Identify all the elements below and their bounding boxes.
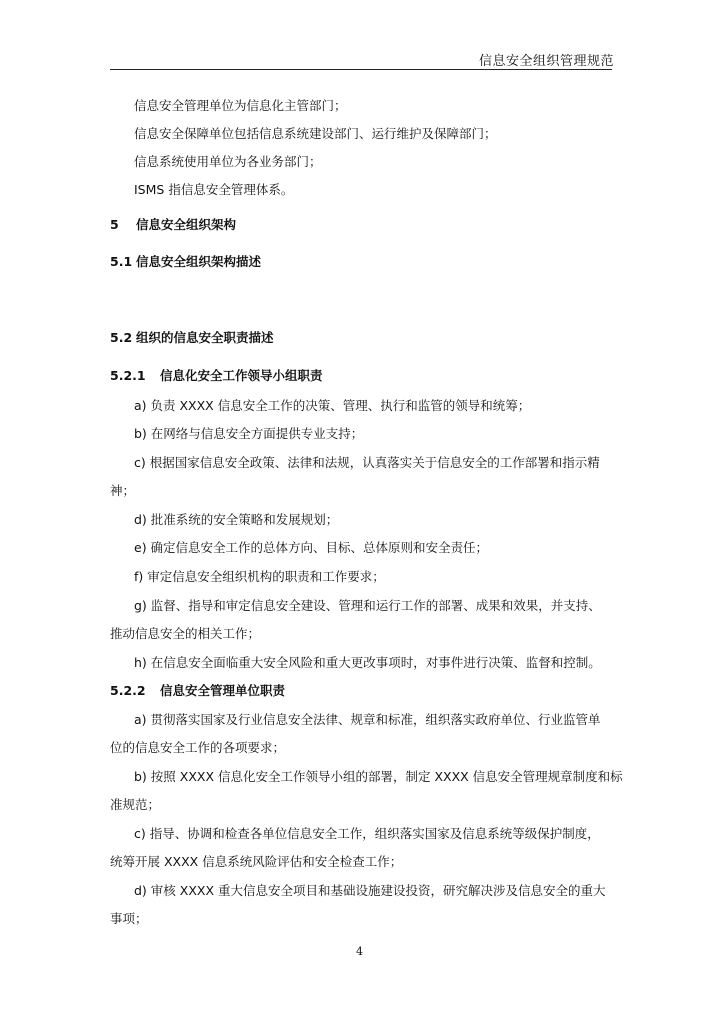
section-title: 信息安全组织架构 xyxy=(136,217,237,232)
section-title: 组织的信息安全职责描述 xyxy=(136,330,274,345)
section-heading-5 xyxy=(110,217,236,233)
section-number: 5.2.2 xyxy=(110,683,146,698)
section-number: 5.2.1 xyxy=(110,368,146,383)
list-item-continuation: 准规范； xyxy=(110,797,161,812)
list-item: d) 审核 XXXX 重大信息安全项目和基础设施建设投资，研究解决涉及信息安全的重大 xyxy=(134,883,606,898)
list-item: c) 指导、协调和检查各单位信息安全工作，组织落实国家及信息系统等级保护制度， xyxy=(134,826,600,841)
list-item-continuation: 事项； xyxy=(110,911,148,926)
section-number: 5.2 xyxy=(110,330,133,345)
list-item: f) 审定信息安全组织机构的职责和工作要求； xyxy=(134,569,385,584)
page-number: 4 xyxy=(356,945,363,958)
list-item: a) 贯彻落实国家及行业信息安全法律、规章和标准，组织落实政府单位、行业监管单 xyxy=(134,712,601,727)
list-item: e) 确定信息安全工作的总体方向、目标、总体原则和安全责任； xyxy=(134,540,489,555)
list-item: a) 负责 XXXX 信息安全工作的决策、管理、执行和监管的领导和统筹； xyxy=(134,398,531,413)
list-item: d) 批准系统的安全策略和发展规划； xyxy=(134,512,339,527)
list-item-continuation: 推动信息安全的相关工作； xyxy=(110,626,261,641)
section-number: 5 xyxy=(110,217,119,232)
header-rule xyxy=(110,69,612,70)
section-heading-5-1 xyxy=(110,254,261,270)
list-item-continuation: 位的信息安全工作的各项要求； xyxy=(110,740,286,755)
section-number: 5.1 xyxy=(110,254,133,269)
definition-line: 信息安全保障单位包括信息系统建设部门、运行维护及保障部门； xyxy=(134,126,497,141)
list-item: c) 根据国家信息安全政策、法律和法规，认真落实关于信息安全的工作部署和指示精 xyxy=(134,455,600,470)
definition-line: 信息系统使用单位为各业务部门； xyxy=(134,154,322,169)
definition-line: ISMS 指信息安全管理体系。 xyxy=(134,182,294,197)
section-heading-5-2-2 xyxy=(110,683,285,699)
section-heading-5-2 xyxy=(110,330,274,346)
list-item-continuation: 神； xyxy=(110,483,136,498)
list-item: h) 在信息安全面临重大安全风险和重大更改事项时，对事件进行决策、监督和控制。 xyxy=(134,655,601,670)
header-title: 信息安全组织管理规范 xyxy=(478,54,614,69)
list-item: g) 监督、指导和审定信息安全建设、管理和运行工作的部署、成果和效果，并支持、 xyxy=(134,598,601,613)
list-item: b) 按照 XXXX 信息化安全工作领导小组的部署，制定 XXXX 信息安全管理规章制度和标 xyxy=(134,769,623,784)
definition-line: 信息安全管理单位为信息化主管部门； xyxy=(134,98,347,113)
list-item-continuation: 统筹开展 XXXX 信息系统风险评估和安全检查工作； xyxy=(110,854,403,869)
section-title: 信息安全组织架构描述 xyxy=(136,254,262,269)
section-title: 信息化安全工作领导小组职责 xyxy=(160,368,323,383)
list-item: b) 在网络与信息安全方面提供专业支持； xyxy=(134,426,364,441)
section-title: 信息安全管理单位职责 xyxy=(160,683,286,698)
section-heading-5-2-1 xyxy=(110,368,323,384)
